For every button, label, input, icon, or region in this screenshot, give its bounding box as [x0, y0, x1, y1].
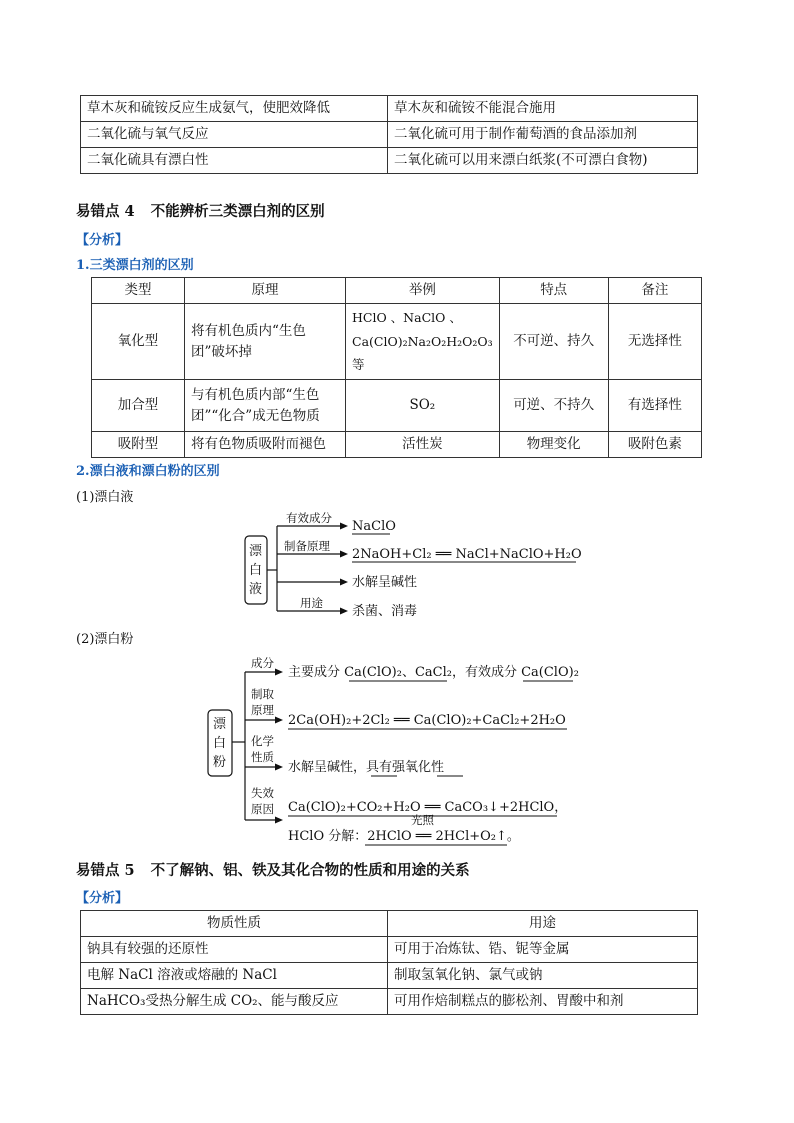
section-title: 不了解钠、铝、铁及其化合物的性质和用途的关系 — [150, 862, 470, 879]
table-cell: 不可逆、持久 — [499, 304, 608, 380]
table-cell: 活性炭 — [346, 432, 500, 458]
example-line: HClO 、NaClO 、 — [352, 309, 462, 325]
table-cell: 将有机色质内“生色团”破坏掉 — [185, 304, 346, 380]
table-cell: 可逆、不持久 — [499, 380, 608, 432]
table-cell: 吸附型 — [92, 432, 185, 458]
branch-label: 有效成分 — [286, 511, 332, 525]
property-use-table-top — [80, 95, 698, 174]
example-line: Ca(ClO)₂Na₂O₂H₂O₂O₃ — [352, 333, 493, 349]
branch-label: 制备原理 — [284, 539, 330, 553]
table-cell: 草木灰和硫铵不能混合施用 — [388, 96, 698, 122]
branch-content: 杀菌、消毒 — [352, 604, 418, 619]
table-cell: 将有色物质吸附而褪色 — [185, 432, 346, 458]
section-title: 不能辨析三类漂白剂的区别 — [150, 203, 325, 220]
branch-content: 2Ca(OH)₂+2Cl₂ ══ Ca(ClO)₂+CaCl₂+2H₂O — [288, 713, 566, 728]
table-cell: 草木灰和硫铵反应生成氨气，使肥效降低 — [81, 96, 388, 122]
subheading-bleach-liquid-powder: 2.漂白液和漂白粉的区别 — [76, 464, 220, 479]
table-cell: 与有机色质内部“生色团”“化合”成无色物质 — [185, 380, 346, 432]
root-char: 液 — [249, 582, 263, 597]
bleach-powder-diagram — [205, 650, 579, 850]
branch-label: 性质 — [251, 750, 274, 764]
root-char: 漂 — [213, 717, 227, 732]
section-heading-5 — [76, 859, 470, 880]
bleach-types-table — [91, 277, 702, 458]
branch-content: HClO 分解：2HClO ══ 2HCl+O₂↑。 — [288, 829, 520, 844]
reaction-condition: 光照 — [411, 813, 434, 827]
metal-properties-table — [80, 910, 698, 1015]
table-cell: 制取氢氧化钠、氯气或钠 — [388, 963, 698, 989]
table-cell: 吸附色素 — [608, 432, 701, 458]
section-label: 易错点 5 — [76, 862, 135, 879]
root-char: 漂 — [249, 544, 263, 559]
table-cell: 物理变化 — [499, 432, 608, 458]
table-header: 用途 — [388, 911, 698, 937]
branch-label: 用途 — [300, 596, 323, 610]
analysis-tag: 【分析】 — [76, 891, 129, 906]
part-label-liquid: (1)漂白液 — [76, 490, 134, 505]
table-header: 类型 — [92, 278, 185, 304]
branch-content: 2NaOH+Cl₂ ══ NaCl+NaClO+H₂O — [352, 547, 582, 562]
root-char: 白 — [213, 736, 227, 751]
part-label-powder: (2)漂白粉 — [76, 632, 134, 647]
section-label: 易错点 4 — [76, 203, 135, 220]
table-cell — [346, 304, 500, 380]
example-line: 等 — [352, 357, 365, 373]
branch-label: 原理 — [251, 703, 274, 717]
branch-label: 失效 — [251, 786, 274, 800]
section-heading-4 — [76, 200, 325, 221]
subheading-bleach-types: 1.三类漂白剂的区别 — [76, 258, 194, 273]
analysis-tag: 【分析】 — [76, 233, 129, 248]
table-cell: 可用于冶炼钛、锆、铌等金属 — [388, 937, 698, 963]
table-cell: NaHCO₃受热分解生成 CO₂、能与酸反应 — [81, 989, 388, 1015]
table-header: 举例 — [346, 278, 500, 304]
table-cell: 二氧化硫具有漂白性 — [81, 148, 388, 174]
branch-content: Ca(ClO)₂+CO₂+H₂O ══ CaCO₃↓+2HClO， — [288, 800, 568, 815]
table-cell: SO₂ — [346, 380, 500, 432]
table-cell: 有选择性 — [608, 380, 701, 432]
table-cell: 电解 NaCl 溶液或熔融的 NaCl — [81, 963, 388, 989]
branch-content: 主要成分 Ca(ClO)₂、CaCl₂，有效成分 Ca(ClO)₂ — [288, 665, 579, 680]
table-header: 原理 — [185, 278, 346, 304]
table-header: 备注 — [608, 278, 701, 304]
table-cell: 无选择性 — [608, 304, 701, 380]
table-cell: 加合型 — [92, 380, 185, 432]
table-cell: 二氧化硫与氧气反应 — [81, 122, 388, 148]
root-char: 白 — [249, 563, 263, 578]
branch-label: 原因 — [251, 802, 274, 816]
branch-content: 水解呈碱性 — [352, 575, 418, 590]
table-header: 物质性质 — [81, 911, 388, 937]
root-char: 粉 — [213, 755, 227, 770]
table-cell: 二氧化硫可以用来漂白纸浆(不可漂白食物) — [388, 148, 698, 174]
table-cell: 二氧化硫可用于制作葡萄酒的食品添加剂 — [388, 122, 698, 148]
table-header: 特点 — [499, 278, 608, 304]
branch-content: 水解呈碱性，具有强氧化性 — [288, 760, 445, 775]
branch-label: 化学 — [251, 734, 274, 748]
table-cell: 可用作焙制糕点的膨松剂、胃酸中和剂 — [388, 989, 698, 1015]
table-cell: 钠具有较强的还原性 — [81, 937, 388, 963]
branch-label: 制取 — [251, 687, 274, 701]
table-cell: 氧化型 — [92, 304, 185, 380]
bleach-liquid-diagram — [240, 505, 600, 625]
branch-content: NaClO — [352, 519, 396, 534]
branch-label: 成分 — [251, 656, 274, 670]
